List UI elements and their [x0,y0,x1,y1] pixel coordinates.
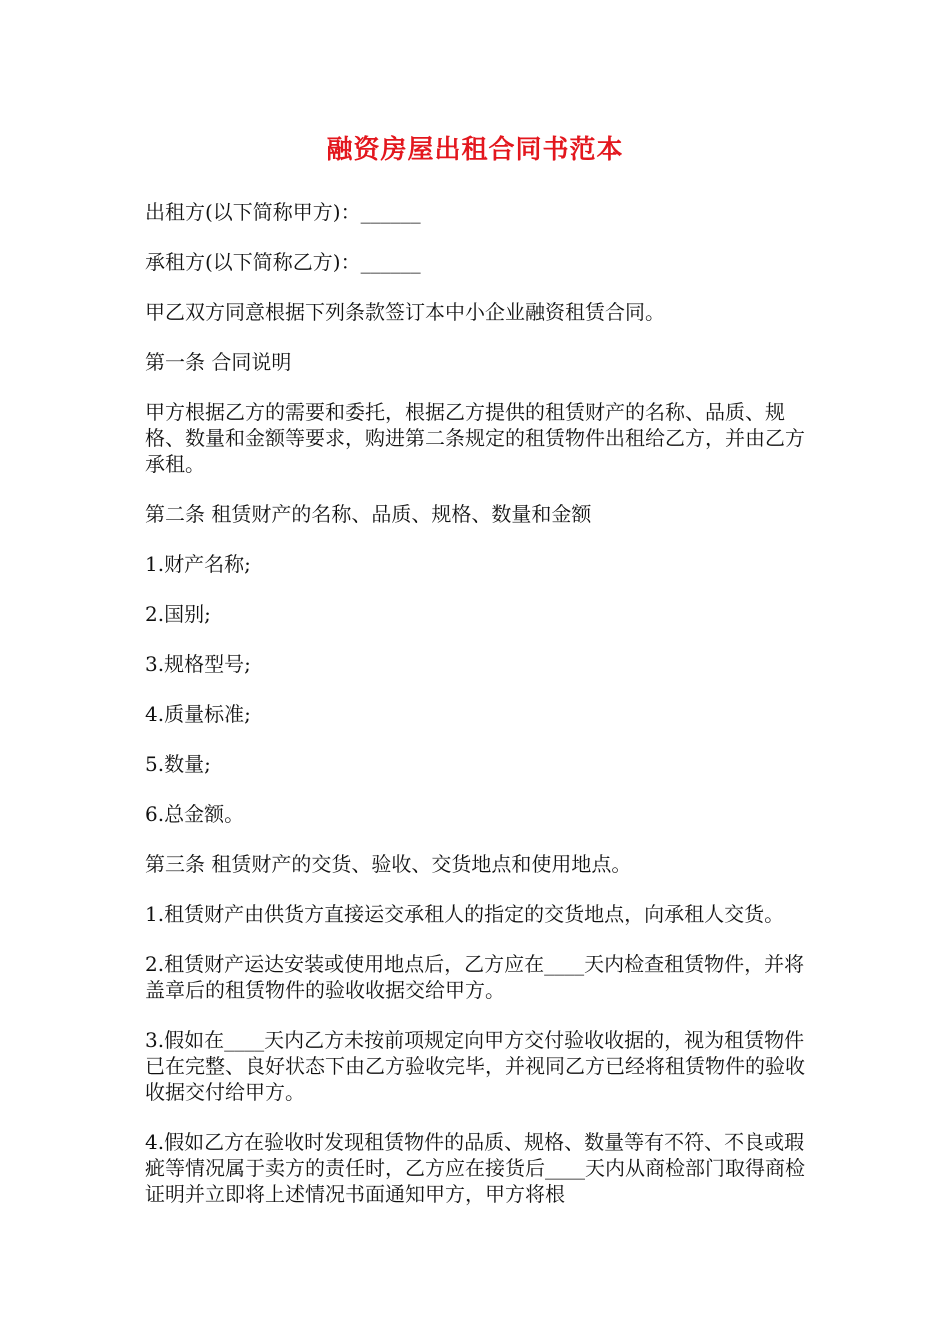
article-3-item-1: 1.租赁财产由供货方直接运交承租人的指定的交货地点，向承租人交货。 [145,902,785,926]
article-3-heading: 第三条 租赁财产的交货、验收、交货地点和使用地点。 [145,852,632,876]
article-3-item-3: 3.假如在____天内乙方未按前项规定向甲方交付验收收据的，视为租赁物件已在完整、良好状态下由乙方验收完毕，并视同乙方已经将租赁物件的验收收据交付给甲方。 [145,1028,805,1104]
article-2-item-4: 4.质量标准; [145,702,251,726]
party-lessor-line: 出租方(以下简称甲方)：______ [145,200,421,224]
article-1-heading: 第一条 合同说明 [145,350,292,374]
article-2-item-6: 6.总金额。 [145,802,245,826]
article-3-item-2: 2.租赁财产运达安装或使用地点后，乙方应在____天内检查租赁物件，并将盖章后的租赁物件的验收收据交给甲方。 [145,952,805,1002]
document-body [145,199,810,1231]
article-2-item-5: 5.数量; [145,752,211,776]
article-3-item-4: 4.假如乙方在验收时发现租赁物件的品质、规格、数量等有不符、不良或瑕疵等情况属于卖方的责任时，乙方应在接货后____天内从商检部门取得商检证明并立即将上述情况书面通知甲方，甲方将根 [145,1130,805,1206]
article-1-text: 甲方根据乙方的需要和委托，根据乙方提供的租赁财产的名称、品质、规格、数量和金额等要求，购进第二条规定的租赁物件出租给乙方，并由乙方承租。 [145,400,805,476]
article-2-heading: 第二条 租赁财产的名称、品质、规格、数量和金额 [145,502,592,526]
party-lessee-line: 承租方(以下简称乙方)：______ [145,250,421,274]
agreement-intro: 甲乙双方同意根据下列条款签订本中小企业融资租赁合同。 [145,300,665,324]
article-2-item-3: 3.规格型号; [145,652,251,676]
article-2-item-1: 1.财产名称; [145,552,251,576]
article-2-item-2: 2.国别; [145,602,211,626]
document-title: 融资房屋出租合同书范本 [326,135,624,165]
